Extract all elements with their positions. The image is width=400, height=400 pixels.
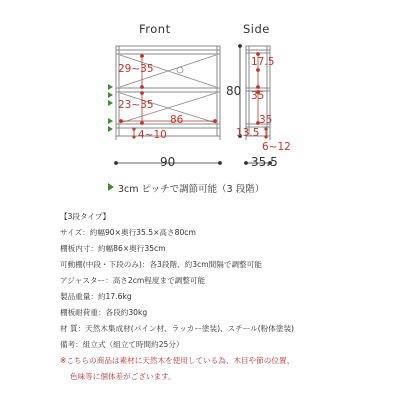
spec-warning-line-2: 色味等に個体差がございます。 [70,372,176,381]
note-arrow-icon [108,183,114,191]
pitch-arrow-icon [108,84,113,90]
front-bottom-shelf [116,124,220,128]
front-mid-gap-label: 23~35 [118,99,154,111]
front-top-shelf [116,50,220,54]
front-width-label: 90 [160,155,176,169]
spec-material: 材 質：天然木集成材(パイン材、ラッカー塗装)、スチール(粉体塗装) [60,324,295,333]
side-mid-label: 35 [251,90,265,102]
side-view-title: Side [243,22,270,36]
side-lower-label: 35 [259,114,273,126]
pitch-arrow-icon [108,92,113,98]
side-height-label: 80 [226,84,242,98]
spec-warning-line-1: ※こちらの商品は素材に天然木を使用している為、木目や節の位置、 [60,356,295,365]
spec-movable: 可動棚(中段・下段のみ)：各3段階、約3cm間隔で調整可能 [60,260,262,269]
pitch-arrow-icon [108,126,113,132]
pitch-markers [108,84,113,132]
front-outline [116,46,220,136]
front-inner-width-label: 86 [170,114,184,126]
spec-remarks: 備考：組立式（組立て時間約25分） [60,340,184,349]
front-top-gap-label: 29~35 [118,63,154,75]
side-adjuster-label: 6~12 [262,141,291,153]
front-mid-shelf [116,88,220,92]
spec-type: 【3段タイプ】 [60,212,111,221]
front-view-frame [116,46,220,140]
side-bottom-label: 13.5 [236,127,260,139]
side-depth-label: 35.5 [251,155,278,169]
spec-inner: 棚板内寸：約幅86×奥行35cm [60,244,166,253]
front-view-title: Front [139,22,171,36]
spec-size: サイズ：約幅90×奥行35.5×高さ80cm [60,228,196,237]
spec-adjuster: アジャスター：高さ2cm程度まで調整可能 [60,276,206,285]
front-adjuster-label: 4~10 [138,129,167,141]
spec-weight: 製品重量：約17.6kg [60,292,132,301]
pitch-arrow-icon [108,118,113,124]
front-brace-ring [177,67,183,73]
spec-load: 棚板耐荷重：各段約30kg [60,308,148,317]
pitch-arrow-icon [108,100,113,106]
side-top-label: 17.5 [251,56,275,68]
pitch-note: 3cm ピッチで調節可能（3 段階） [118,184,265,195]
